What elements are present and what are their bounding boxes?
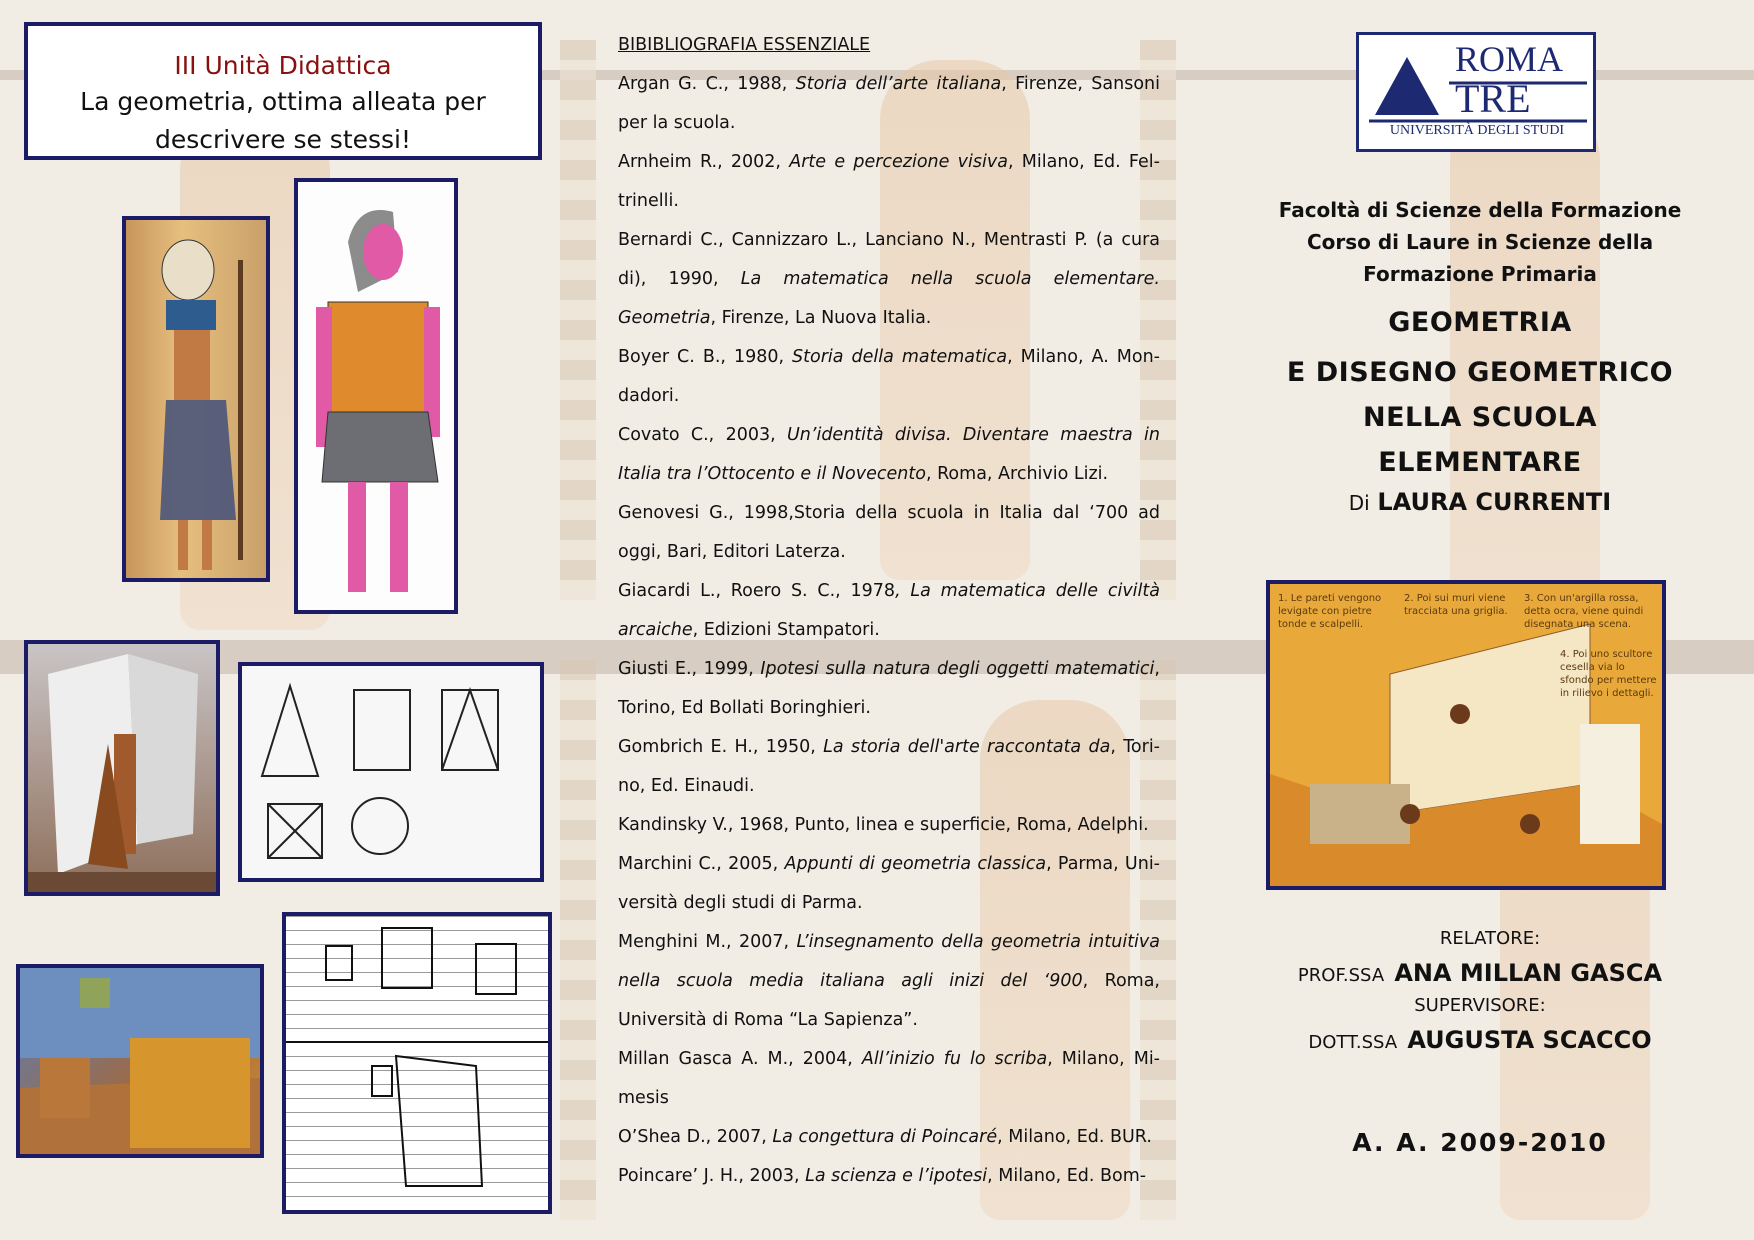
faculty-line-1: Facoltà di Scienze della Formazione <box>1278 198 1682 222</box>
academic-year: A. A. 2009-2010 <box>1352 1128 1608 1157</box>
bibliography-entry <box>618 728 1160 806</box>
entry-title: L’insegnamento della geometria intuitiva nella scuola media italiana agli inizi del ‘900 <box>618 932 1161 991</box>
entry-details: , Roma, Università di Roma “La Sapienza”. <box>618 971 1160 1030</box>
author-name: LAURA CURRENTI <box>1377 488 1612 516</box>
thesis-title <box>1220 298 1740 488</box>
image-caption-4: 4. Poi uno scultore cesella via lo sfondo per mettere in rilievo i dettagli. <box>1560 649 1657 699</box>
entry-title: Storia dell’arte italiana <box>795 74 1002 94</box>
author-line <box>1220 488 1740 516</box>
entry-details: , Milano, Ed. BUR. <box>997 1127 1152 1147</box>
egyptian-construction-image <box>1266 580 1666 890</box>
entry-title: La congettura di Poincaré <box>772 1127 998 1147</box>
unit-subtitle-1: La geometria, ottima alleata per <box>80 87 486 116</box>
entry-details: , Milano, Mi-mesis <box>618 1049 1160 1108</box>
shapes-icon <box>242 666 540 878</box>
bibliography-entry <box>618 1040 1160 1118</box>
supervisore-prefix: DOTT.SSA <box>1308 1032 1398 1053</box>
entry-author: Kandinsky V., 1968, Punto, linea e superficie, Roma, Adelphi. <box>618 815 1149 835</box>
drawn-pharaoh-icon <box>298 182 454 610</box>
title-line-4: ELEMENTARE <box>1378 447 1582 478</box>
relatore-block <box>1220 928 1740 1054</box>
bibliography-list <box>618 65 1160 1196</box>
title-line-1: GEOMETRIA <box>1388 307 1572 338</box>
logo-line-3: UNIVERSITÀ DEGLI STUDI <box>1389 123 1565 138</box>
entry-author: Menghini M., 2007, <box>618 932 797 952</box>
roma-tre-logo <box>1356 32 1596 152</box>
entry-author: Covato C., 2003, <box>618 425 787 445</box>
entry-title: , La matematica delle civiltà arcaiche <box>618 581 1160 640</box>
title-line-2: E DISEGNO GEOMETRICO <box>1286 357 1674 388</box>
egyptian-painting-image <box>122 216 270 582</box>
entry-details: , Firenze, Sansoni per la scuola. <box>618 74 1160 133</box>
faculty-block <box>1220 194 1740 290</box>
bibliography-entry <box>618 1157 1160 1196</box>
unit-title: III Unità Didattica <box>174 51 392 80</box>
bibliography-entry <box>618 845 1160 923</box>
bibliography-entry <box>618 923 1160 1040</box>
entry-title: Storia della matematica <box>792 347 1008 367</box>
bibliography-entry <box>618 221 1160 338</box>
entry-author: Poincare’ J. H., 2003, <box>618 1166 806 1186</box>
entry-title: All’inizio fu lo scriba <box>861 1049 1048 1069</box>
entry-author: Marchini C., 2005, <box>618 854 785 874</box>
bibliography-entry <box>618 494 1160 572</box>
entry-details: , Firenze, La Nuova Italia. <box>710 308 932 328</box>
image-caption-3: 3. Con un'argilla rossa, detta ocra, viene quindi disegnata una scena. <box>1524 593 1644 630</box>
entry-title: Un’identità divisa. Diventare maestra in Italia tra l’Ottocento e il Novecento <box>618 425 1160 484</box>
entry-details: , Milano, Ed. Fel-trinelli. <box>618 152 1160 211</box>
entry-details: , Milano, Ed. Bom- <box>987 1166 1147 1186</box>
relatore-name: ANA MILLAN GASCA <box>1394 959 1663 987</box>
relatore-label: RELATORE: <box>1439 928 1541 949</box>
bibliography <box>618 26 1160 1196</box>
entry-author: Bernardi C., Cannizzaro L., Lanciano N., Mentrasti P. (a cura di), 1990, <box>618 230 1160 289</box>
child-drawing-image <box>294 178 458 614</box>
logo-line-1: ROMA <box>1455 39 1564 79</box>
entry-details: , Torino, Ed Bollati Boringhieri. <box>618 659 1160 718</box>
faculty-line-2: Corso di Laure in Scienze della <box>1306 230 1654 254</box>
entry-title: La storia dell'arte raccontata da <box>823 737 1111 757</box>
bedroom-grid-drawing <box>282 912 552 1214</box>
bibliography-entry <box>618 806 1160 845</box>
entry-author: Giacardi L., Roero S. C., 1978 <box>618 581 896 601</box>
bibliography-entry <box>618 1118 1160 1157</box>
entry-details: , Tori-no, Ed. Einaudi. <box>618 737 1160 796</box>
entry-details: , Roma, Archivio Lizi. <box>925 464 1109 484</box>
entry-author: O’Shea D., 2007, <box>618 1127 773 1147</box>
supervisore-label: SUPERVISORE: <box>1414 995 1546 1016</box>
title-line-3: NELLA SCUOLA <box>1363 402 1597 433</box>
image-caption-1: 1. Le pareti vengono levigate con pietre tonde e scalpelli. <box>1278 593 1382 630</box>
author-prefix: Di <box>1348 491 1370 515</box>
bibliography-entry <box>618 572 1160 650</box>
unit-title-box <box>24 22 542 160</box>
entry-author: Gombrich E. H., 1950, <box>618 737 824 757</box>
unit-subtitle-2: descrivere se stessi! <box>154 125 412 154</box>
entry-author: Boyer C. B., 1980, <box>618 347 793 367</box>
left-panel <box>0 0 600 1240</box>
bedroom-painting-icon <box>20 968 260 1154</box>
entry-author: Millan Gasca A. M., 2004, <box>618 1049 862 1069</box>
entry-title: La matematica nella scuola elementare. Geometria <box>618 269 1160 328</box>
bibliography-heading: BIBIBLIOGRAFIA ESSENZIALE <box>618 35 871 55</box>
faculty-line-3: Formazione Primaria <box>1363 262 1597 286</box>
entry-details: , Milano, A. Mon-dadori. <box>618 347 1160 406</box>
entry-title: La scienza e l’ipotesi <box>805 1166 988 1186</box>
bibliography-entry <box>618 143 1160 221</box>
supervisore-name: AUGUSTA SCACCO <box>1407 1026 1652 1054</box>
grid-bedroom-icon <box>286 916 548 1210</box>
entry-details: Storia della scuola in Italia dal ‘700 ad oggi, Bari, Editori Laterza. <box>618 503 1160 562</box>
entry-author: Argan G. C., 1988, <box>618 74 796 94</box>
entry-author: Giusti E., 1999, <box>618 659 761 679</box>
entry-title: Arte e percezione visiva <box>789 152 1008 172</box>
entry-author: Genovesi G., 1998, <box>618 503 794 523</box>
van-gogh-bedroom-image <box>16 964 264 1158</box>
pharaoh-figure-icon <box>126 220 266 578</box>
bibliography-entry <box>618 650 1160 728</box>
entry-title: Ipotesi sulla natura degli oggetti matematici <box>760 659 1155 679</box>
entry-details: , Edizioni Stampatori. <box>692 620 880 640</box>
bibliography-entry <box>618 65 1160 143</box>
solids-photo-icon <box>28 644 216 892</box>
bibliography-entry <box>618 338 1160 416</box>
entry-author: Arnheim R., 2002, <box>618 152 790 172</box>
geometric-solids-photo <box>24 640 220 896</box>
entry-title: Appunti di geometria classica <box>784 854 1047 874</box>
shapes-drawing-image <box>238 662 544 882</box>
image-caption-2: 2. Poi sui muri viene tracciata una griglia. <box>1404 593 1508 617</box>
bibliography-entry <box>618 416 1160 494</box>
logo-line-2: TRE <box>1455 76 1531 121</box>
entry-details: , Parma, Uni-versità degli studi di Parma. <box>618 854 1160 913</box>
relatore-prefix: PROF.SSA <box>1297 965 1385 986</box>
